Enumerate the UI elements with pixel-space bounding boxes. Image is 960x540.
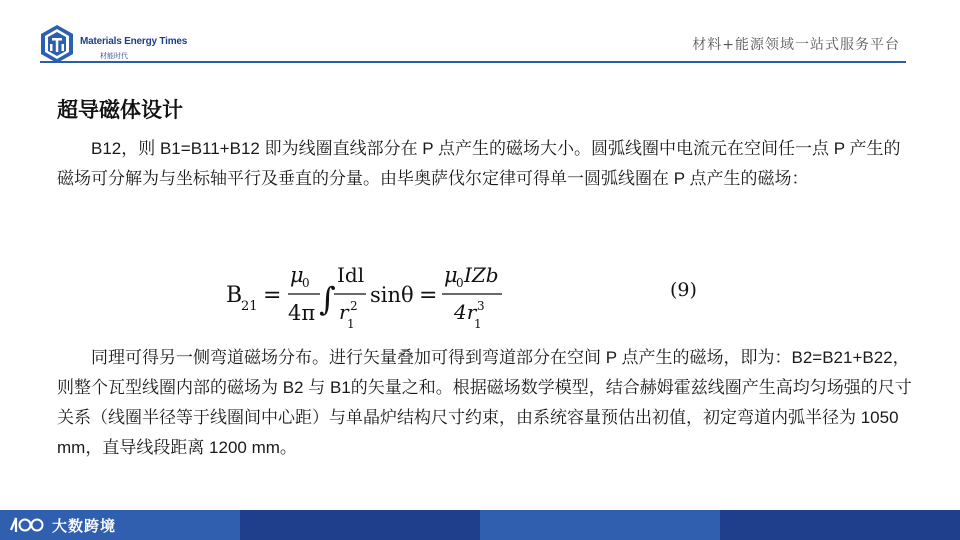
brand [80,36,187,61]
formula-mu-2-subscript: 0 [456,276,464,290]
footer-brand-name: 大数跨境 [52,517,117,535]
formula-r-3-exponent: 3 [477,299,485,313]
footer-logo [8,514,116,536]
header-tagline: 材料+能源领域一站式服务平台 [692,37,900,53]
formula-mu-1-subscript: 0 [302,276,310,290]
materials-energy-times-logo-icon [40,24,74,64]
page-title: 超导磁体设计 [57,99,183,122]
formula-mu-1: μ [290,263,304,287]
formula-denominator-3: 4r [454,300,477,324]
formula-r-2-exponent: 2 [350,299,358,313]
formula-sine-theta: sinθ [370,283,414,307]
formula-equals-1: = [263,283,282,308]
equation-number: (9) [670,279,697,301]
formula-numerator-3: IZb [464,263,499,287]
footer-brand-mark-icon [8,514,48,536]
footer-bar [0,510,960,540]
footer-segment-4 [720,510,960,540]
brand-name-chinese: 材能时代 [100,53,128,60]
footer-segment-2 [240,510,480,540]
header-divider [40,61,906,63]
formula-r-3-subscript: 1 [474,317,482,331]
formula-lhs: B [226,283,243,308]
biot-savart-formula [226,250,726,340]
formula-denominator-1: 4π [288,301,316,325]
formula-lhs-subscript: 21 [241,299,258,314]
paragraph-2: 同理可得另一侧弯道磁场分布。进行矢量叠加可得到弯道部分在空间 P 点产生的磁场，即为：B2=B21+B22，则整个瓦型线圈内部的磁场为 B2 与 B1的矢量之和。根据磁场数学模型，结合赫姆霍兹线圈产生高均匀场强的尺寸关系（线圈半径等于线圈间中心距）与单晶炉结构尺寸约束，由系统容量预估出初值，初定弯道内弧半径为 1050 mm，直导线段距离 1200 mm。 [57,348,912,457]
formula-numerator-2: Idl [337,263,365,287]
formula-integral-sign: ∫ [319,280,336,318]
formula-mu-2: μ [444,263,458,287]
formula-equals-2: = [419,283,438,308]
brand-name-english: Materials Energy Times [80,36,188,47]
footer-segment-3 [480,510,720,540]
formula-r-2-subscript: 1 [347,317,355,331]
formula-r-2: r [339,300,349,324]
paragraph-1: B12，则 B1=B11+B12 即为线圈直线部分在 P 点产生的磁场大小。圆弧线圈中电流元在空间任一点 P 产生的磁场可分解为与坐标轴平行及垂直的分量。由毕奥萨伐尔定律可得单一圆弧线圈在 P 点产生的磁场： [57,139,901,188]
